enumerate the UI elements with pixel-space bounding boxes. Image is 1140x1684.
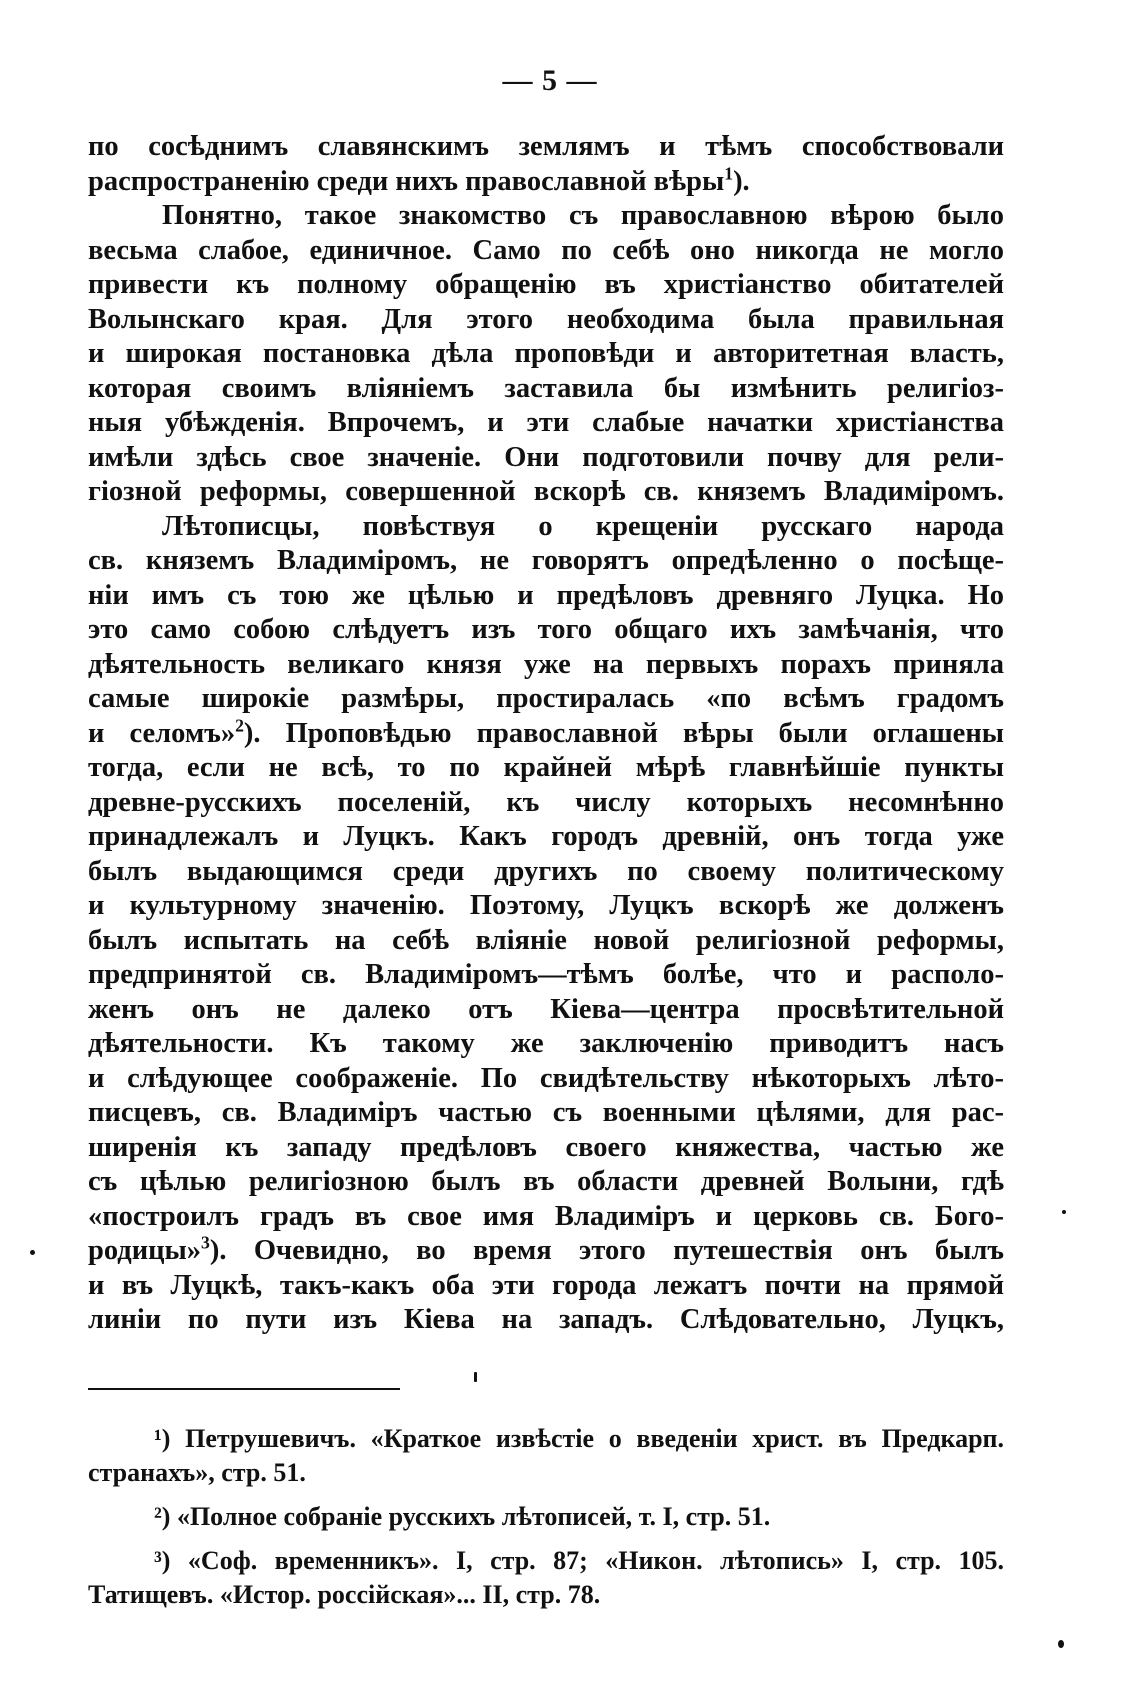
text-line: самые широкіе размѣры, простиралась «по всѣмъ градомъ [88, 683, 1004, 714]
text-line: св. княземъ Владиміромъ, не говорятъ опредѣленно о посѣще- [88, 545, 1004, 576]
text-line: былъ выдающимся среди другихъ по своему политическому [88, 855, 1004, 887]
text-line: Понятно, такое знакомство съ православною вѣрою было [162, 200, 1004, 231]
text-line: линіи по пути изъ Кіева на западъ. Слѣдовательно, Луцкъ, [88, 1304, 1004, 1335]
scan-speck [474, 1372, 477, 1382]
text-line: «построилъ градъ въ свое имя Владиміръ и церковь св. Бого- [88, 1200, 1004, 1232]
footnote-line: ²) «Полное собраніе русскихъ лѣтописей, т. I, стр. 51. [154, 1502, 771, 1531]
footnote-marker: ²) [154, 1502, 171, 1531]
text-line: родицы»$^3$). Очевидно, во время этого путешествія онъ былъ [88, 1234, 1004, 1266]
text-line: принадлежалъ и Луцкъ. Какъ городъ древній, онъ тогда уже [88, 821, 1004, 852]
body-text [88, 130, 1004, 1338]
scan-speck [1058, 1640, 1064, 1648]
text-line: тогда, если не всѣ, то по крайней мѣрѣ главнѣйшіе пункты [88, 752, 1004, 783]
footnote-separator [88, 1388, 400, 1390]
text-line: древне-русскихъ поселеній, къ числу которыхъ несомнѣнно [88, 786, 1004, 818]
footnote-line: ³) «Соф. временникъ». I, стр. 87; «Никон. лѣтопись» I, стр. 105. [154, 1546, 1004, 1575]
text-line: дѣятельность великаго князя уже на первыхъ порахъ приняла [88, 648, 1004, 680]
footnote-gap [88, 1490, 1004, 1500]
text-line: гіозной реформы, совершенной вскорѣ св. княземъ Владиміромъ. [88, 476, 1004, 507]
text-line: весьма слабое, единичное. Само по себѣ оно никогда не могло [88, 234, 1004, 266]
footnote-line: ¹) Петрушевичъ. «Краткое извѣстіе о введеніи христ. въ Предкарп. [154, 1424, 1004, 1453]
text-line: привести къ полному обращенію въ христіанство обитателей [88, 269, 1004, 300]
footnote-reference[interactable]: 3 [201, 1234, 210, 1253]
text-line: распространенію среди нихъ православной вѣры$^1$). [88, 164, 750, 197]
text-line: ніи имъ съ тою же цѣлью и предѣловъ древняго Луцка. Но [88, 579, 1004, 611]
text-line: дѣятельности. Къ такому же заключенію приводитъ насъ [88, 1028, 1004, 1059]
footnote-line: странахъ», стр. 51. [88, 1458, 306, 1487]
page-number: — 5 — [502, 64, 598, 97]
footnotes [88, 1422, 1004, 1612]
text-line: писцевъ, св. Владиміръ частью съ военными цѣлями, для рас- [88, 1097, 1004, 1128]
footnote-reference[interactable]: 2 [235, 716, 244, 735]
text-line: ныя убѣжденія. Впрочемъ, и эти слабые начатки христіанства [88, 407, 1004, 438]
footnote-marker: ³) [154, 1546, 171, 1575]
text-line: и слѣдующее соображеніе. По свидѣтельству нѣкоторыхъ лѣто- [88, 1062, 1004, 1094]
scan-speck [30, 1250, 35, 1255]
text-line: съ цѣлью религіозною былъ въ области древней Волыни, гдѣ [88, 1166, 1004, 1197]
text-line: ширенія къ западу предѣловъ своего княжества, частью же [88, 1131, 1004, 1163]
text-line: былъ испытать на себѣ вліяніе новой религіозной реформы, [88, 924, 1004, 956]
text-line: Лѣтописцы, повѣствуя о крещеніи русскаго народа [162, 510, 1004, 542]
footnote-line: Татищевъ. «Истор. россійская»... II, стр. 78. [88, 1580, 601, 1609]
text-line: это само собою слѣдуетъ изъ того общаго ихъ замѣчанія, что [88, 614, 1004, 645]
text-line: и селомъ»$^2$). Проповѣдью православной вѣры были оглашены [88, 716, 1004, 749]
text-line: и широкая постановка дѣла проповѣди и авторитетная власть, [88, 338, 1004, 369]
footnote-reference[interactable]: 1 [724, 164, 734, 183]
text-line: которая своимъ вліяніемъ заставила бы измѣнить религіоз- [88, 372, 1004, 404]
text-line: предпринятой св. Владиміромъ—тѣмъ болѣе, что и располо- [88, 959, 1004, 990]
text-line: по сосѣднимъ славянскимъ землямъ и тѣмъ способствовали [88, 131, 1004, 162]
text-line: женъ онъ не далеко отъ Кіева—центра просвѣтительной [88, 993, 1004, 1025]
scan-speck [1062, 1210, 1066, 1214]
text-line: и культурному значенію. Поэтому, Луцкъ вскорѣ же долженъ [88, 890, 1004, 921]
text-line: имѣли здѣсь свое значеніе. Они подготовили почву для рели- [88, 441, 1004, 473]
text-line: Волынскаго края. Для этого необходима была правильная [88, 303, 1004, 335]
footnote-gap [88, 1534, 1004, 1544]
footnote-marker: ¹) [154, 1424, 171, 1453]
text-line: и въ Луцкѣ, такъ-какъ оба эти города лежатъ почти на прямой [88, 1269, 1004, 1301]
